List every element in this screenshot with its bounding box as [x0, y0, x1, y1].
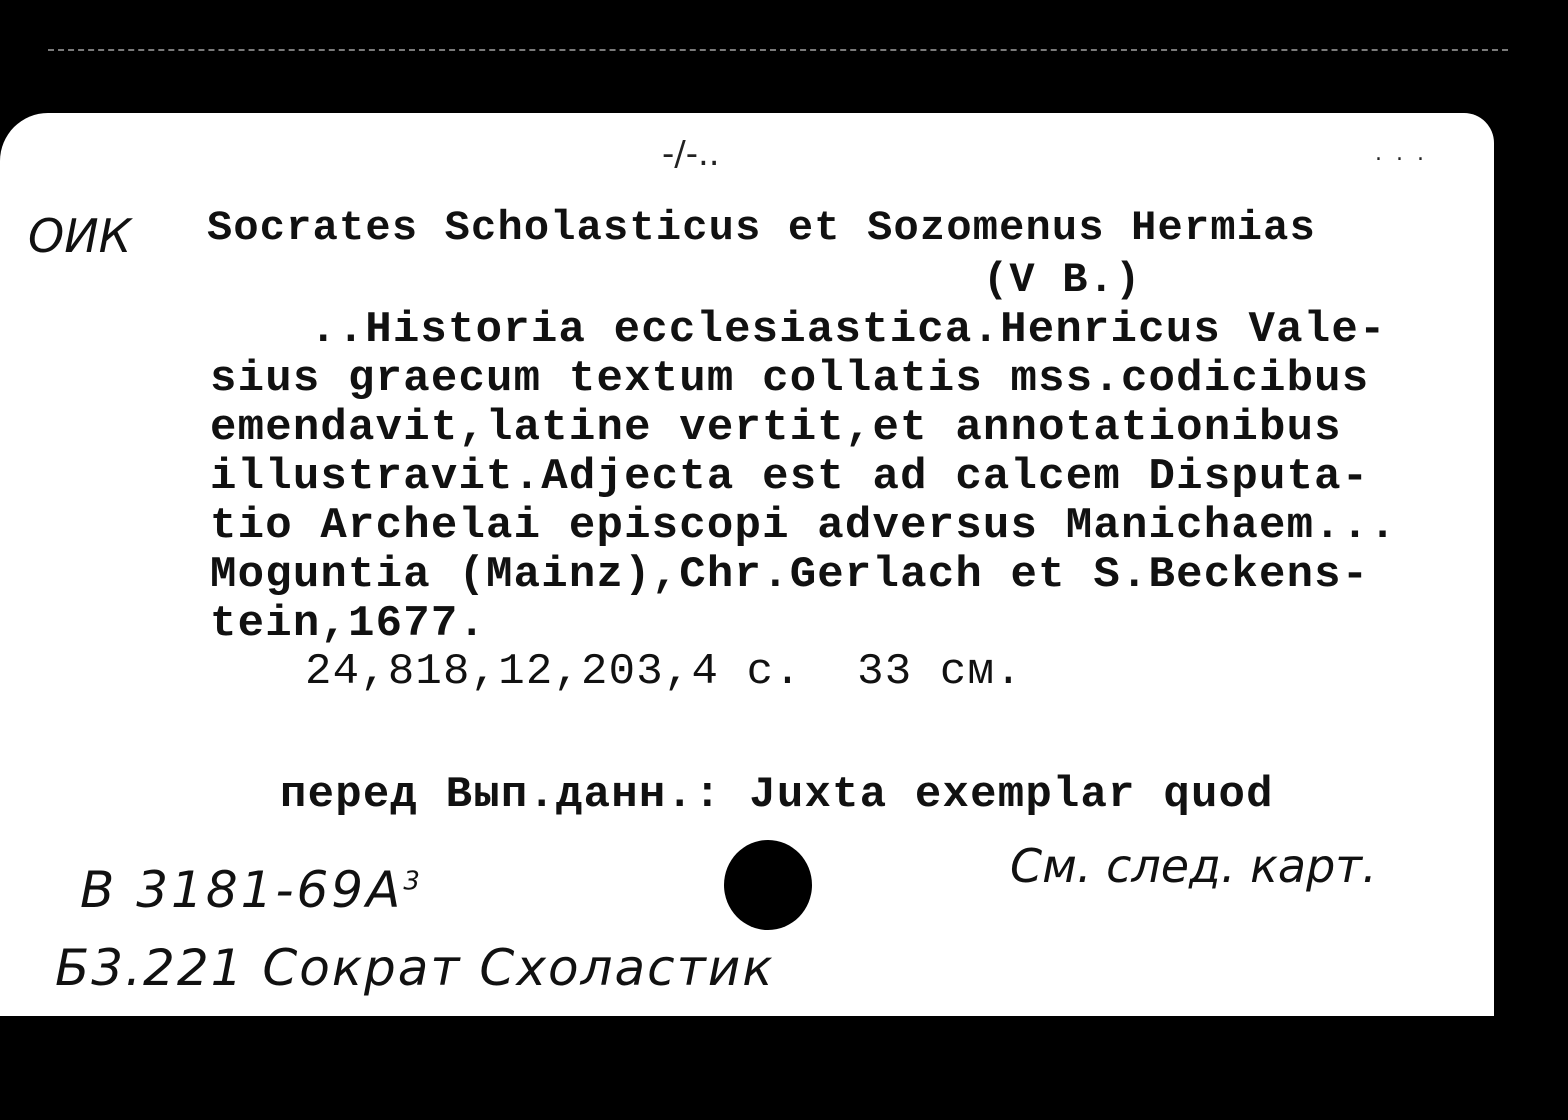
- page-mark: -/-..: [662, 134, 720, 174]
- note-line: перед Вып.данн.: Juxta exemplar quod: [280, 770, 1274, 820]
- body-line-4: illustravit.Adjecta est ad calcem Disputa-: [210, 452, 1370, 502]
- catalog-card: [0, 113, 1494, 1016]
- heading-sub: (V B.): [983, 256, 1142, 304]
- shelf-mark: В $3181-69А^3$: [80, 861, 423, 919]
- body-line-5: tio Archelai episcopi adversus Manichaem...: [210, 501, 1397, 551]
- collation-line: 24,818,12,203,4 с. 33 см.: [305, 647, 1023, 697]
- see-next-card-note: См. след. карт.: [1010, 839, 1377, 893]
- class-mark: Б3.221 Сократ Схоластик: [55, 939, 775, 997]
- body-line-2: sius graecum textum collatis mss.codicibus: [210, 354, 1370, 404]
- corner-dots: ...: [1375, 141, 1438, 166]
- punch-hole: [724, 840, 812, 930]
- heading-line: Socrates Scholasticus et Sozomenus Hermias: [207, 204, 1316, 252]
- body-line-3: emendavit,latine vertit,et annotationibus: [210, 403, 1342, 453]
- body-line-6: Moguntia (Mainz),Chr.Gerlach et S.Beckens-: [210, 550, 1370, 600]
- scan-edge-line: [48, 49, 1508, 51]
- body-line-7: tein,1677.: [210, 599, 487, 649]
- body-line-1: ..Historia ecclesiastica.Henricus Vale-: [310, 305, 1387, 355]
- collection-mark: ОИК: [28, 209, 132, 263]
